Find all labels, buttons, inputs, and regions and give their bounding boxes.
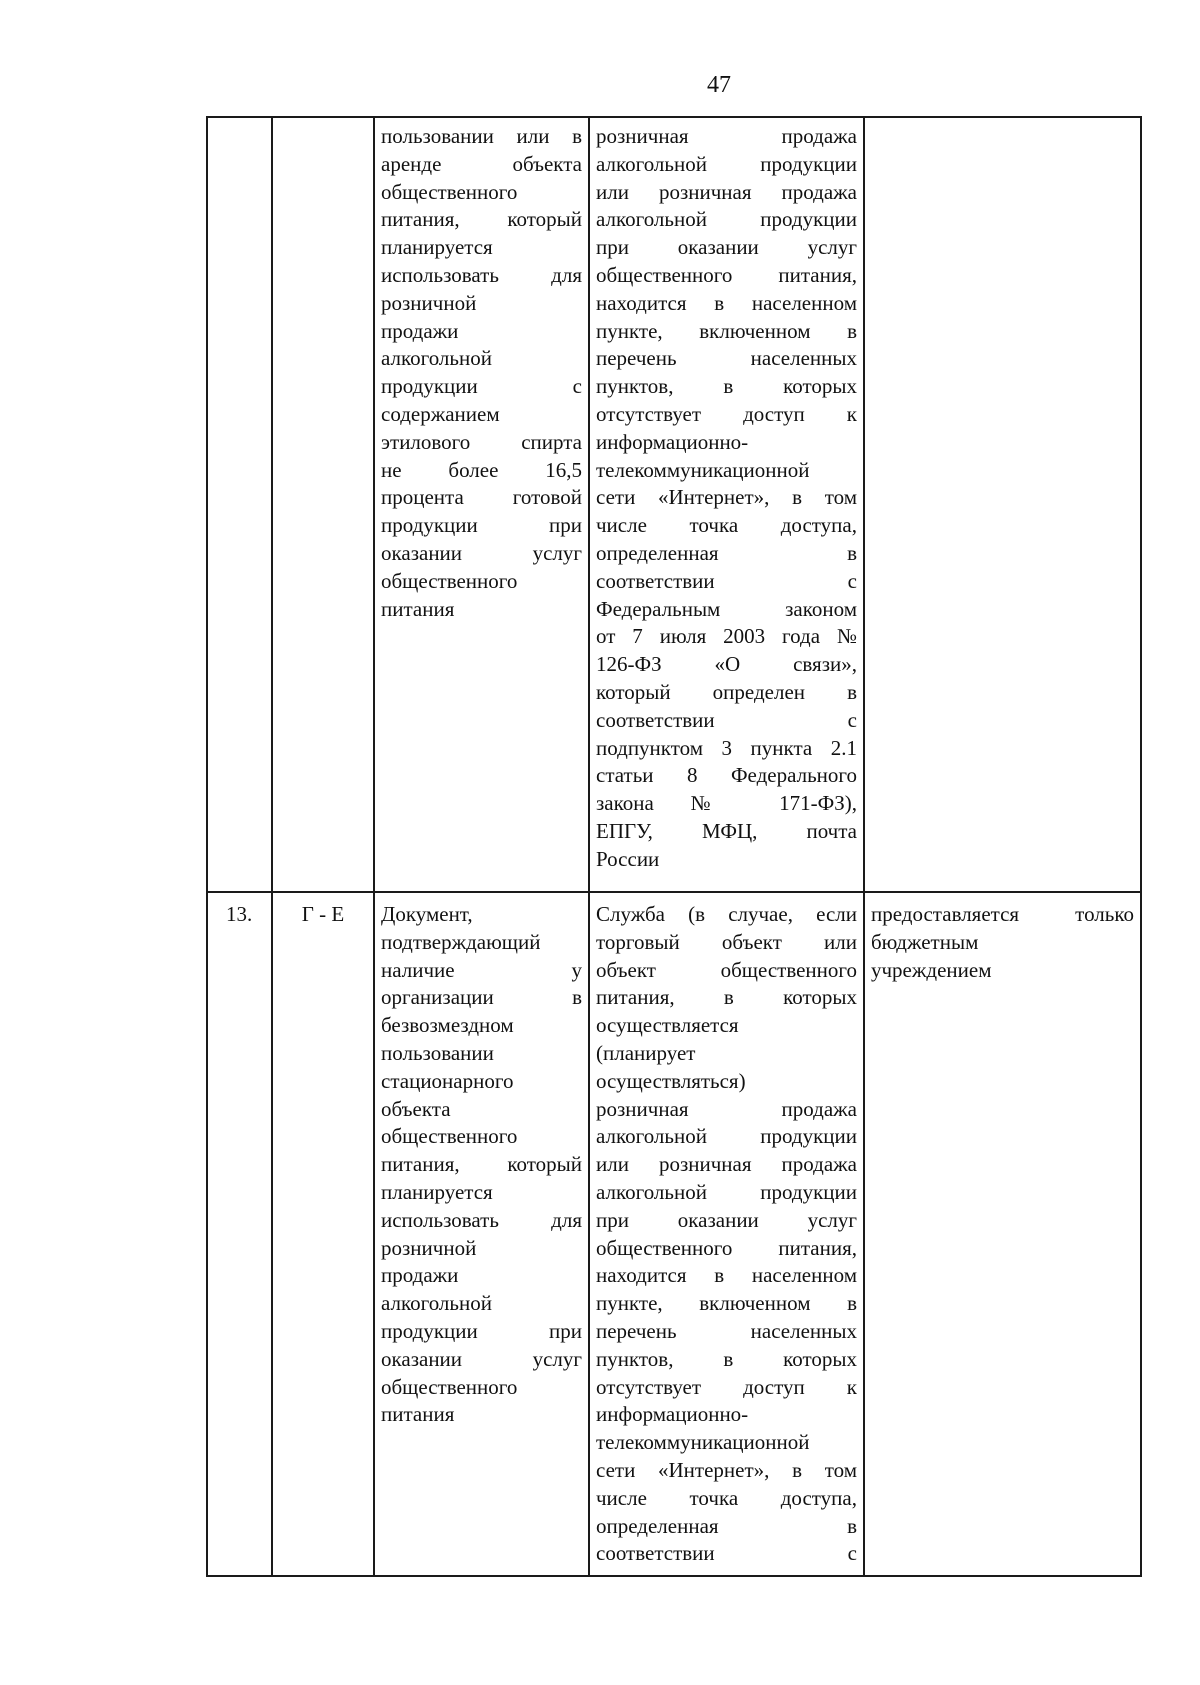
- text-line: учреждением: [871, 957, 992, 982]
- text-line: Документ,: [381, 902, 473, 926]
- text-line: отсутствует доступ к: [596, 401, 857, 426]
- text-line: планируется: [381, 1179, 493, 1204]
- text-line: безвозмездном: [381, 1013, 514, 1038]
- text-line: питания, в которых: [596, 985, 857, 1010]
- text-line: алкогольной: [381, 346, 492, 371]
- text-line: розничной: [381, 290, 477, 315]
- text-line: не более 16,5: [381, 457, 582, 482]
- text-line: пункте, включенном в: [596, 318, 857, 343]
- text-line: числе точка доступа,: [596, 1485, 857, 1510]
- text-line: соответствии с: [596, 707, 857, 732]
- text-line: продажи: [381, 318, 459, 343]
- text-line: общественного: [381, 179, 518, 204]
- text-line: при оказании услуг: [596, 1207, 857, 1232]
- text-line: отсутствует доступ к: [596, 1374, 857, 1399]
- text-line: находится в населенном: [596, 1263, 857, 1288]
- document-name-lines: [381, 901, 582, 1429]
- text-line: общественного: [381, 1374, 518, 1399]
- table-row: [207, 117, 1141, 892]
- text-line: содержанием: [381, 401, 500, 426]
- text-line: пункте, включенном в: [596, 1291, 857, 1316]
- text-line: общественного: [381, 1124, 518, 1149]
- text-line: находится в населенном: [596, 290, 857, 315]
- text-line: 126-ФЗ «О связи»,: [596, 652, 857, 677]
- text-line: стационарного: [381, 1068, 514, 1093]
- text-line: перечень населенных: [596, 346, 857, 371]
- submission-method-lines: [596, 123, 857, 874]
- page-number: 47: [707, 72, 731, 98]
- text-line: который определен в: [596, 679, 857, 704]
- text-line: аренде объекта: [381, 151, 582, 176]
- text-line: (планирует: [596, 1040, 696, 1065]
- text-line: пользовании или в: [381, 124, 582, 148]
- text-line: статьи 8 Федерального: [596, 763, 857, 788]
- text-line: общественного питания,: [596, 262, 857, 287]
- text-line: питания: [381, 1402, 455, 1427]
- text-line: ЕПГУ, МФЦ, почта: [596, 818, 857, 843]
- submission-method-lines: [596, 901, 857, 1568]
- text-line: пользовании: [381, 1040, 494, 1065]
- text-line: алкогольной продукции: [596, 1124, 857, 1149]
- text-line: от 7 июля 2003 года №: [596, 624, 857, 649]
- text-line: объекта: [381, 1096, 451, 1121]
- text-line: Служба (в случае, если: [596, 902, 857, 926]
- row-number-cell: 13.: [207, 892, 272, 1576]
- text-line: алкогольной продукции: [596, 207, 857, 232]
- text-line: питания: [381, 596, 455, 621]
- text-line: России: [596, 846, 660, 871]
- text-line: алкогольной продукции: [596, 1179, 857, 1204]
- text-line: питания, который: [381, 1152, 582, 1177]
- text-line: пунктов, в которых: [596, 1346, 857, 1371]
- text-line: бюджетным: [871, 929, 979, 954]
- text-line: использовать для: [381, 262, 582, 287]
- text-line: наличие у: [381, 957, 582, 982]
- text-line: соответствии с: [596, 1541, 857, 1566]
- text-line: определенная в: [596, 540, 857, 565]
- text-line: продукции при: [381, 513, 582, 538]
- text-line: пунктов, в которых: [596, 374, 857, 399]
- note-lines: [871, 901, 1134, 984]
- text-line: алкогольной: [381, 1291, 492, 1316]
- text-line: соответствии с: [596, 568, 857, 593]
- row-letters-cell: [272, 117, 374, 892]
- note-cell: [864, 892, 1141, 1576]
- text-line: подтверждающий: [381, 929, 541, 954]
- note-cell: [864, 117, 1141, 892]
- text-line: продажи: [381, 1263, 459, 1288]
- text-line: предоставляется только: [871, 902, 1134, 926]
- text-line: сети «Интернет», в том: [596, 485, 857, 510]
- text-line: процента готовой: [381, 485, 582, 510]
- submission-method-cell: [589, 117, 864, 892]
- text-line: продукции при: [381, 1318, 582, 1343]
- text-line: этилового спирта: [381, 429, 582, 454]
- text-line: при оказании услуг: [596, 235, 857, 260]
- text-line: Федеральным законом: [596, 596, 857, 621]
- text-line: подпунктом 3 пункта 2.1: [596, 735, 857, 760]
- text-line: числе точка доступа,: [596, 513, 857, 538]
- document-name-lines: [381, 123, 582, 623]
- text-line: продукции с: [381, 374, 582, 399]
- text-line: торговый объект или: [596, 929, 857, 954]
- table-row: [207, 892, 1141, 1576]
- text-line: розничной: [381, 1235, 477, 1260]
- text-line: использовать для: [381, 1207, 582, 1232]
- text-line: розничная продажа: [596, 1096, 857, 1121]
- text-line: сети «Интернет», в том: [596, 1457, 857, 1482]
- text-line: организации в: [381, 985, 582, 1010]
- text-line: оказании услуг: [381, 540, 582, 565]
- text-line: информационно-: [596, 1402, 749, 1427]
- text-line: определенная в: [596, 1513, 857, 1538]
- text-line: осуществляться): [596, 1068, 746, 1093]
- text-line: общественного: [381, 568, 518, 593]
- text-line: объект общественного: [596, 957, 857, 982]
- row-number-cell: [207, 117, 272, 892]
- text-line: телекоммуникационной: [596, 457, 810, 482]
- text-line: общественного питания,: [596, 1235, 857, 1260]
- requirements-table: [206, 116, 1142, 1577]
- text-line: оказании услуг: [381, 1346, 582, 1371]
- submission-method-cell: [589, 892, 864, 1576]
- text-line: закона № 171-ФЗ),: [596, 791, 857, 816]
- document-name-cell: [374, 117, 589, 892]
- text-line: розничная продажа: [596, 124, 857, 148]
- text-line: перечень населенных: [596, 1318, 857, 1343]
- text-line: или розничная продажа: [596, 1152, 857, 1177]
- text-line: питания, который: [381, 207, 582, 232]
- text-line: телекоммуникационной: [596, 1430, 810, 1455]
- document-name-cell: [374, 892, 589, 1576]
- text-line: или розничная продажа: [596, 179, 857, 204]
- row-letters-cell: Г - Е: [272, 892, 374, 1576]
- text-line: осуществляется: [596, 1013, 739, 1038]
- text-line: планируется: [381, 235, 493, 260]
- text-line: информационно-: [596, 429, 749, 454]
- text-line: алкогольной продукции: [596, 151, 857, 176]
